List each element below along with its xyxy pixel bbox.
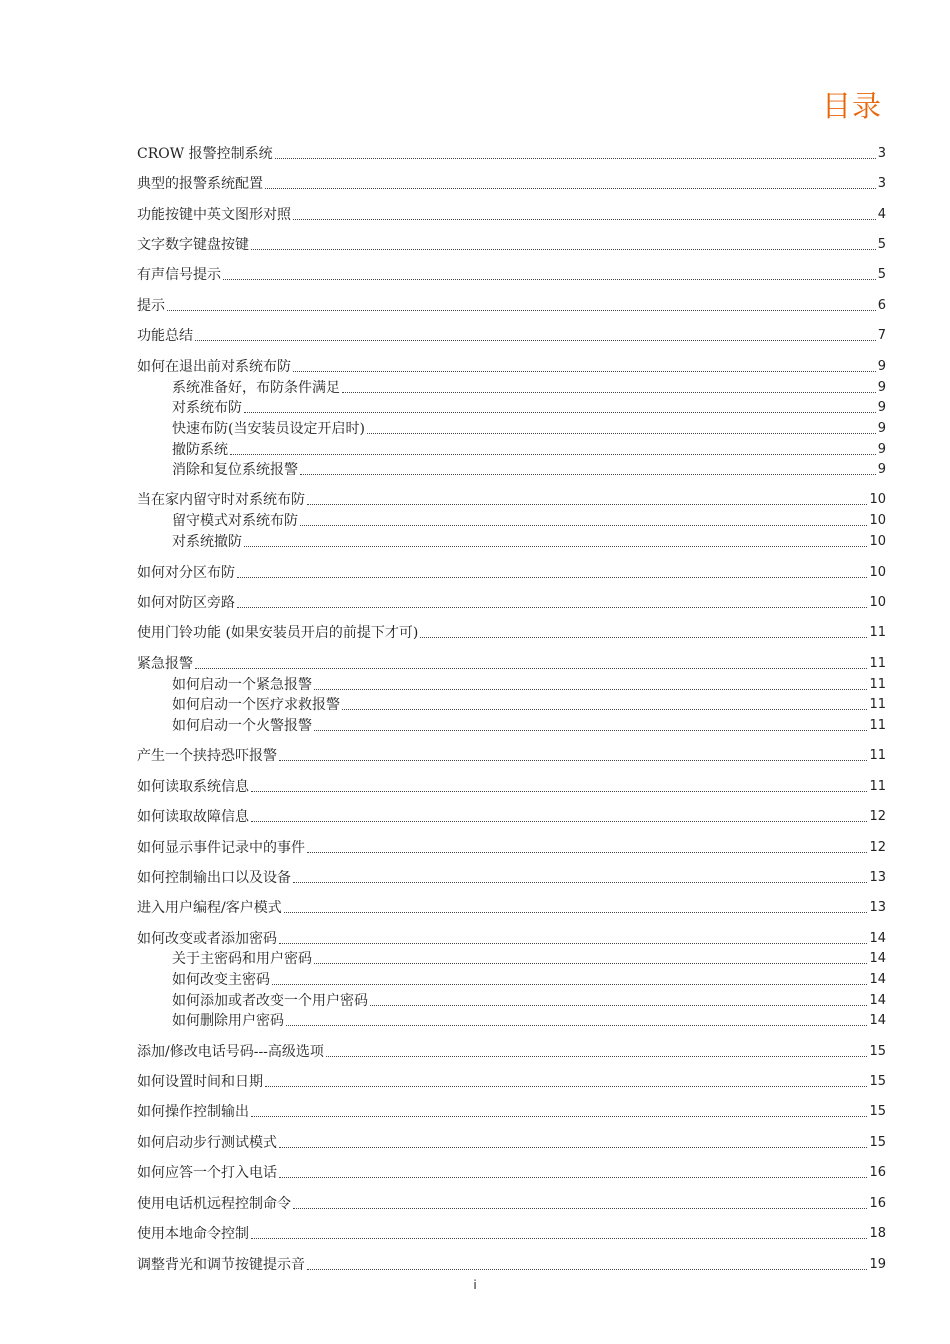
toc-dot-leader <box>293 219 876 220</box>
toc-dot-leader <box>420 637 867 638</box>
toc-entry-title: 如何启动一个紧急报警 <box>172 677 312 693</box>
toc-entry[interactable] <box>137 622 886 642</box>
toc-entry-page-number: 9 <box>877 442 886 457</box>
toc-dot-leader <box>279 1177 867 1178</box>
toc-entry-title: 如何应答一个打入电话 <box>137 1165 277 1181</box>
toc-entry-page-number: 6 <box>877 298 886 313</box>
toc-entry-page-number: 11 <box>869 656 886 671</box>
toc-entry[interactable] <box>137 1132 886 1152</box>
toc-entry-title: 如何对防区旁路 <box>137 595 235 611</box>
toc-entry-title: 进入用户编程/客户模式 <box>137 900 282 916</box>
toc-entry-title: 使用电话机远程控制命令 <box>137 1196 291 1212</box>
toc-entry[interactable] <box>172 397 886 417</box>
toc-entry[interactable] <box>172 948 886 968</box>
toc-entry-page-number: 10 <box>869 513 886 528</box>
toc-entry-page-number: 5 <box>877 267 886 282</box>
toc-entry-page-number: 5 <box>877 237 886 252</box>
toc-entry-page-number: 16 <box>869 1196 886 1211</box>
toc-entry[interactable] <box>172 674 886 694</box>
toc-entry-title: 对系统布防 <box>172 400 242 416</box>
toc-entry-page-number: 12 <box>869 809 886 824</box>
toc-entry[interactable] <box>137 1193 886 1213</box>
toc-entry[interactable] <box>172 1010 886 1030</box>
toc-entry[interactable] <box>137 562 886 582</box>
toc-dot-leader <box>237 577 867 578</box>
toc-entry-title: 功能按键中英文图形对照 <box>137 207 291 223</box>
toc-entry[interactable] <box>172 715 886 735</box>
toc-dot-leader <box>370 1005 867 1006</box>
toc-entry-title: 如何设置时间和日期 <box>137 1074 263 1090</box>
toc-dot-leader <box>251 791 867 792</box>
toc-entry-title: 如何在退出前对系统布防 <box>137 359 291 375</box>
toc-entry-title: 使用本地命令控制 <box>137 1226 249 1242</box>
toc-entry-title: 如何添加或者改变一个用户密码 <box>172 993 368 1009</box>
toc-dot-leader <box>279 1147 867 1148</box>
toc-dot-leader <box>314 963 867 964</box>
toc-entry[interactable] <box>172 694 886 714</box>
toc-entry-title: 如何控制输出口以及设备 <box>137 870 291 886</box>
toc-entry[interactable] <box>137 806 886 826</box>
toc-entry[interactable] <box>137 592 886 612</box>
toc-entry[interactable] <box>137 1162 886 1182</box>
toc-dot-leader <box>167 310 876 311</box>
toc-entry-page-number: 4 <box>877 207 886 222</box>
toc-entry-title: 有声信号提示 <box>137 267 221 283</box>
toc-entry-page-number: 11 <box>869 748 886 763</box>
toc-entry[interactable] <box>172 531 886 551</box>
toc-entry-title: 如何启动步行测试模式 <box>137 1135 277 1151</box>
toc-dot-leader <box>342 709 867 710</box>
toc-dot-leader <box>307 504 867 505</box>
toc-dot-leader <box>314 689 867 690</box>
toc-dot-leader <box>275 158 876 159</box>
toc-entry[interactable] <box>137 653 886 673</box>
toc-entry-page-number: 7 <box>877 328 886 343</box>
toc-entry-title: 留守模式对系统布防 <box>172 513 298 529</box>
toc-entry[interactable] <box>172 439 886 459</box>
toc-entry-page-number: 11 <box>869 677 886 692</box>
toc-entry-title: 如何显示事件记录中的事件 <box>137 840 305 856</box>
toc-dot-leader <box>195 340 876 341</box>
toc-entry-page-number: 10 <box>869 595 886 610</box>
toc-dot-leader <box>286 1025 867 1026</box>
toc-entry-title: 使用门铃功能 (如果安装员开启的前提下才可) <box>137 625 419 641</box>
toc-dot-leader <box>244 546 867 547</box>
toc-entry-title: 如何启动一个医疗求救报警 <box>172 697 340 713</box>
toc-entry-title: 对系统撤防 <box>172 534 242 550</box>
toc-dot-leader <box>326 1056 868 1057</box>
toc-entry[interactable] <box>137 489 886 509</box>
toc-entry[interactable] <box>137 1101 886 1121</box>
toc-entry-page-number: 13 <box>869 900 886 915</box>
toc-entry[interactable] <box>137 745 886 765</box>
toc-entry-page-number: 9 <box>877 462 886 477</box>
toc-dot-leader <box>279 760 867 761</box>
toc-entry[interactable] <box>137 776 886 796</box>
toc-entry[interactable] <box>172 969 886 989</box>
toc-dot-leader <box>293 371 876 372</box>
toc-entry-title: 文字数字键盘按键 <box>137 237 249 253</box>
toc-entry-title: 关于主密码和用户密码 <box>172 951 312 967</box>
toc-entry-title: 如何改变或者添加密码 <box>137 931 277 947</box>
toc-dot-leader <box>300 525 867 526</box>
toc-entry-page-number: 15 <box>869 1044 886 1059</box>
toc-entry-page-number: 9 <box>877 380 886 395</box>
toc-dot-leader <box>223 279 876 280</box>
toc-dot-leader <box>314 730 867 731</box>
toc-entry-page-number: 3 <box>877 146 886 161</box>
toc-entry-title: 如何对分区布防 <box>137 565 235 581</box>
toc-entry[interactable] <box>172 510 886 530</box>
toc-entry[interactable] <box>137 1041 886 1061</box>
toc-entry-title: 如何启动一个火警报警 <box>172 718 312 734</box>
toc-entry-page-number: 19 <box>869 1257 886 1272</box>
toc-dot-leader <box>300 474 876 475</box>
toc-entry-title: 当在家内留守时对系统布防 <box>137 492 305 508</box>
toc-entry-title: 如何改变主密码 <box>172 972 270 988</box>
toc-entry-title: 产生一个挟持恐吓报警 <box>137 748 277 764</box>
toc-dot-leader <box>195 668 867 669</box>
toc-entry[interactable] <box>172 418 886 438</box>
toc-entry-page-number: 13 <box>869 870 886 885</box>
toc-dot-leader <box>284 912 868 913</box>
toc-dot-leader <box>367 433 876 434</box>
toc-entry-page-number: 12 <box>869 840 886 855</box>
toc-dot-leader <box>293 882 867 883</box>
toc-entry[interactable] <box>137 356 886 376</box>
toc-entry-title: 消除和复位系统报警 <box>172 462 298 478</box>
toc-entry[interactable] <box>137 204 886 224</box>
toc-entry[interactable] <box>137 173 886 193</box>
toc-entry-title: 如何删除用户密码 <box>172 1013 284 1029</box>
toc-entry-page-number: 14 <box>869 972 886 987</box>
toc-entry-page-number: 11 <box>869 779 886 794</box>
toc-dot-leader <box>265 188 876 189</box>
toc-entry-title: CROW 报警控制系统 <box>137 146 273 162</box>
toc-entry-page-number: 10 <box>869 565 886 580</box>
toc-entry-page-number: 15 <box>869 1074 886 1089</box>
toc-entry-title: 撤防系统 <box>172 442 228 458</box>
toc-entry[interactable] <box>137 325 886 345</box>
toc-entry-page-number: 9 <box>877 421 886 436</box>
toc-entry-page-number: 11 <box>869 718 886 733</box>
toc-entry-page-number: 9 <box>877 359 886 374</box>
toc-dot-leader <box>307 852 867 853</box>
toc-entry-title: 如何操作控制输出 <box>137 1104 249 1120</box>
toc-dot-leader <box>307 1269 867 1270</box>
toc-entry-title: 如何读取故障信息 <box>137 809 249 825</box>
toc-entry[interactable] <box>137 1254 886 1274</box>
toc-entry-page-number: 18 <box>869 1226 886 1241</box>
toc-entry-page-number: 15 <box>869 1104 886 1119</box>
toc-entry-page-number: 9 <box>877 400 886 415</box>
toc-entry[interactable] <box>137 264 886 284</box>
toc-entry[interactable] <box>137 1223 886 1243</box>
toc-entry-page-number: 11 <box>869 697 886 712</box>
toc-entry-title: 功能总结 <box>137 328 193 344</box>
toc-entry[interactable] <box>137 928 886 948</box>
page-title: 目录 <box>821 89 882 123</box>
toc-entry-title: 调整背光和调节按键提示音 <box>137 1257 305 1273</box>
toc-entry[interactable] <box>172 459 886 479</box>
toc-dot-leader <box>272 984 867 985</box>
toc-dot-leader <box>237 607 867 608</box>
toc-entry-page-number: 14 <box>869 993 886 1008</box>
toc-entry-title: 添加/修改电话号码---高级选项 <box>137 1044 324 1060</box>
toc-entry-title: 提示 <box>137 298 165 314</box>
toc-entry-title: 如何读取系统信息 <box>137 779 249 795</box>
toc-entry-page-number: 10 <box>869 534 886 549</box>
toc-entry-title: 系统准备好，布防条件满足 <box>172 380 340 396</box>
toc-entry[interactable] <box>137 837 886 857</box>
footer-page-number: i <box>473 1278 477 1292</box>
toc-entry-page-number: 10 <box>869 492 886 507</box>
toc-entry-title: 典型的报警系统配置 <box>137 176 263 192</box>
toc-dot-leader <box>244 412 876 413</box>
toc-entry[interactable] <box>137 897 886 917</box>
toc-dot-leader <box>342 392 876 393</box>
toc-dot-leader <box>230 454 876 455</box>
toc-entry[interactable] <box>137 1071 886 1091</box>
toc-entry-page-number: 16 <box>869 1165 886 1180</box>
table-of-contents <box>137 0 886 1344</box>
toc-entry-title: 快速布防(当安装员设定开启时) <box>172 421 365 437</box>
toc-dot-leader <box>279 943 867 944</box>
toc-dot-leader <box>293 1208 867 1209</box>
toc-entry-page-number: 14 <box>869 1013 886 1028</box>
toc-entry-page-number: 14 <box>869 931 886 946</box>
toc-dot-leader <box>251 821 867 822</box>
toc-entry-page-number: 11 <box>869 625 886 640</box>
toc-entry-page-number: 14 <box>869 951 886 966</box>
toc-dot-leader <box>265 1086 867 1087</box>
toc-dot-leader <box>251 249 876 250</box>
toc-entry[interactable] <box>137 234 886 254</box>
toc-entry-title: 紧急报警 <box>137 656 193 672</box>
toc-entry-page-number: 3 <box>877 176 886 191</box>
toc-entry[interactable] <box>137 295 886 315</box>
toc-entry[interactable] <box>137 867 886 887</box>
toc-entry[interactable] <box>172 377 886 397</box>
toc-dot-leader <box>251 1238 867 1239</box>
toc-entry[interactable] <box>172 990 886 1010</box>
toc-entry[interactable] <box>137 143 886 163</box>
toc-dot-leader <box>251 1116 867 1117</box>
toc-entry-page-number: 15 <box>869 1135 886 1150</box>
